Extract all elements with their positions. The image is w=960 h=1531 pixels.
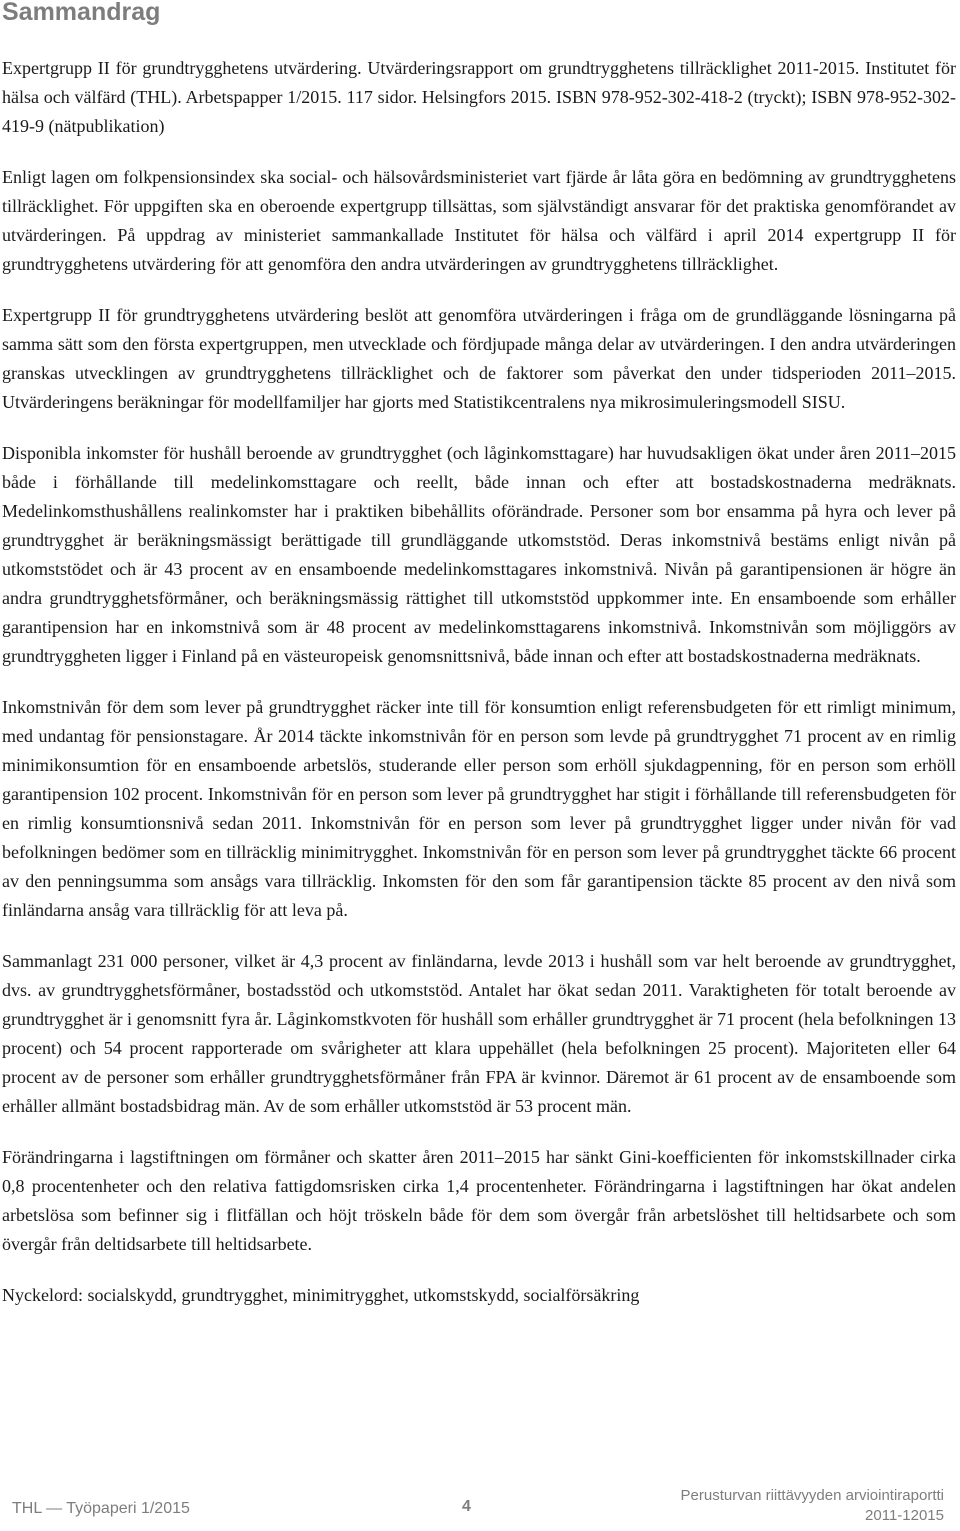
body-paragraph: Förändringarna i lagstiftningen om förmåner och skatter åren 2011–2015 har sänkt Gini-koefficienten för inkomstskillnader cirka 0,8 procentenheter och den relativa fattigdomsrisken cirka 1,4 procentenheter. Förändringarna i lagstiftningen har ökat andelen arbetslösa som befinner sig i flitfällan och höjt tröskeln både för dem som övergår från arbetslöshet till heltidsarbete och som övergår från deltidsarbete till heltidsarbete. bbox=[2, 1147, 956, 1254]
document-body bbox=[2, 54, 956, 1310]
body-paragraph: Enligt lagen om folkpensionsindex ska social- och hälsovårdsministeriet vart fjärde år låta göra en bedömning av grundtrygghetens tillräcklighet. För uppgiften ska en oberoende expertgrupp tillsättas, som självständigt ansvarar för det praktiska genomförandet av utvärderingen. På uppdrag av ministeriet sammankallade Institutet för hälsa och välfärd i april 2014 expertgrupp II för grundtrygghetens utvärdering för att genomföra den andra utvärderingen av grundtrygghetens tillräcklighet. bbox=[2, 167, 956, 274]
page-heading: Sammandrag bbox=[2, 0, 161, 26]
footer-page-number: 4 bbox=[462, 1498, 471, 1515]
footer-report-title: Perusturvan riittävyyden arviointiraportti bbox=[680, 1487, 944, 1504]
bibliographic-paragraph: Expertgrupp II för grundtrygghetens utvärdering. Utvärderingsrapport om grundtrygghetens tillräcklighet 2011-2015. Institutet för hälsa och välfärd (THL). Arbetspapper 1/2015. 117 sidor. Helsingfors 2015. ISBN 978-952-302-418-2 (tryckt); ISBN 978-952-302-419-9 (nätpublikation) bbox=[2, 58, 956, 136]
footer-report-period: 2011-12015 bbox=[865, 1507, 944, 1524]
body-paragraph: Inkomstnivån för dem som lever på grundtrygghet räcker inte till för konsumtion enligt referensbudgeten för ett rimligt minimum, med undantag för pensionstagare. År 2014 täckte inkomstnivån för en person som levde på grundtrygghet 71 procent av en rimlig minimikonsumtion för en ensamboende arbetslös, studerande eller person som erhöll sjukdagpenning, för en person som erhöll garantipension 102 procent. Inkomstnivån för en person som lever på grundtrygghet har stigit i förhållande till referensbudgeten för en rimlig konsumtionsnivå sedan 2011. Inkomstnivån för en person som lever på grundtrygghet ligger under nivån för vad befolkningen bedömer som en tillräcklig minimitrygghet. Inkomstnivån för en person som lever på grundtrygghet täckte 66 procent av den penningsumma som ansågs vara tillräcklig. Inkomsten för den som får garantipension täckte 85 procent av den nivå som finländarna ansåg vara tillräcklig för att leva på. bbox=[2, 697, 956, 920]
body-paragraph: Disponibla inkomster för hushåll beroende av grundtrygghet (och låginkomsttagare) har huvudsakligen ökat under åren 2011–2015 både i förhållande till medelinkomsttagare och reellt, både innan och efter att bostadskostnaderna medräknats. Medelinkomsthushållens realinkomster har i praktiken bibehållits oförändrade. Personer som bor ensamma på hyra och lever på grundtrygghet är beräkningsmässigt berättigade till grundläggande utkomststöd. Deras inkomstnivå bestäms enligt nivån på utkomststödet och är 43 procent av en ensamboende medelinkomsttagares inkomstnivå. Nivån på garantipensionen är högre än andra grundtrygghetsförmåner, och beräkningsmässig rättighet till utkomststöd uppkommer inte. En ensamboende som erhåller garantipension har en inkomstnivå som är 48 procent av medelinkomsttagarens inkomstnivå. Inkomstnivån som möjliggörs av grundtryggheten ligger i Finland på en västeuropeisk genomsnittsnivå, både innan och efter att bostadskostnaderna medräknats. bbox=[2, 443, 956, 666]
footer-publication: THL — Työpaperi 1/2015 bbox=[12, 1500, 190, 1517]
footer-report-title-block bbox=[681, 1486, 944, 1526]
body-paragraph: Sammanlagt 231 000 personer, vilket är 4,3 procent av finländarna, levde 2013 i hushåll som var helt beroende av grundtrygghet, dvs. av grundtrygghetsförmåner, bostadsstöd och utkomststöd. Antalet har ökat sedan 2011. Varaktigheten för totalt beroende av grundtrygghet är i genomsnitt fyra år. Låginkomstkvoten för hushåll som erhåller grundtrygghet är 71 procent (hela befolkningen 13 procent) och 54 procent rapporterade om svårigheter att klara uppehället (hela befolkningen 25 procent). Majoriteten eller 64 procent av de personer som erhåller grundtrygghetsförmåner från FPA är kvinnor. Däremot är 61 procent av de ensamboende som erhåller allmänt bostadsbidrag män. Av de som erhåller utkomststöd är 53 procent män. bbox=[2, 951, 956, 1116]
keywords-line: Nyckelord: socialskydd, grundtrygghet, minimitrygghet, utkomstskydd, socialförsäkring bbox=[2, 1285, 640, 1305]
body-paragraph: Expertgrupp II för grundtrygghetens utvärdering beslöt att genomföra utvärderingen i fråga om de grundläggande lösningarna på samma sätt som den första expertgruppen, men utvecklade och fördjupade många delar av utvärderingen. I den andra utvärderingen granskas utvecklingen av grundtrygghetens tillräcklighet och de faktorer som påverkat den under tidsperioden 2011–2015. Utvärderingens beräkningar för modellfamiljer har gjorts med Statistikcentralens nya mikrosimuleringsmodell SISU. bbox=[2, 305, 956, 412]
page-footer bbox=[0, 1484, 960, 1531]
